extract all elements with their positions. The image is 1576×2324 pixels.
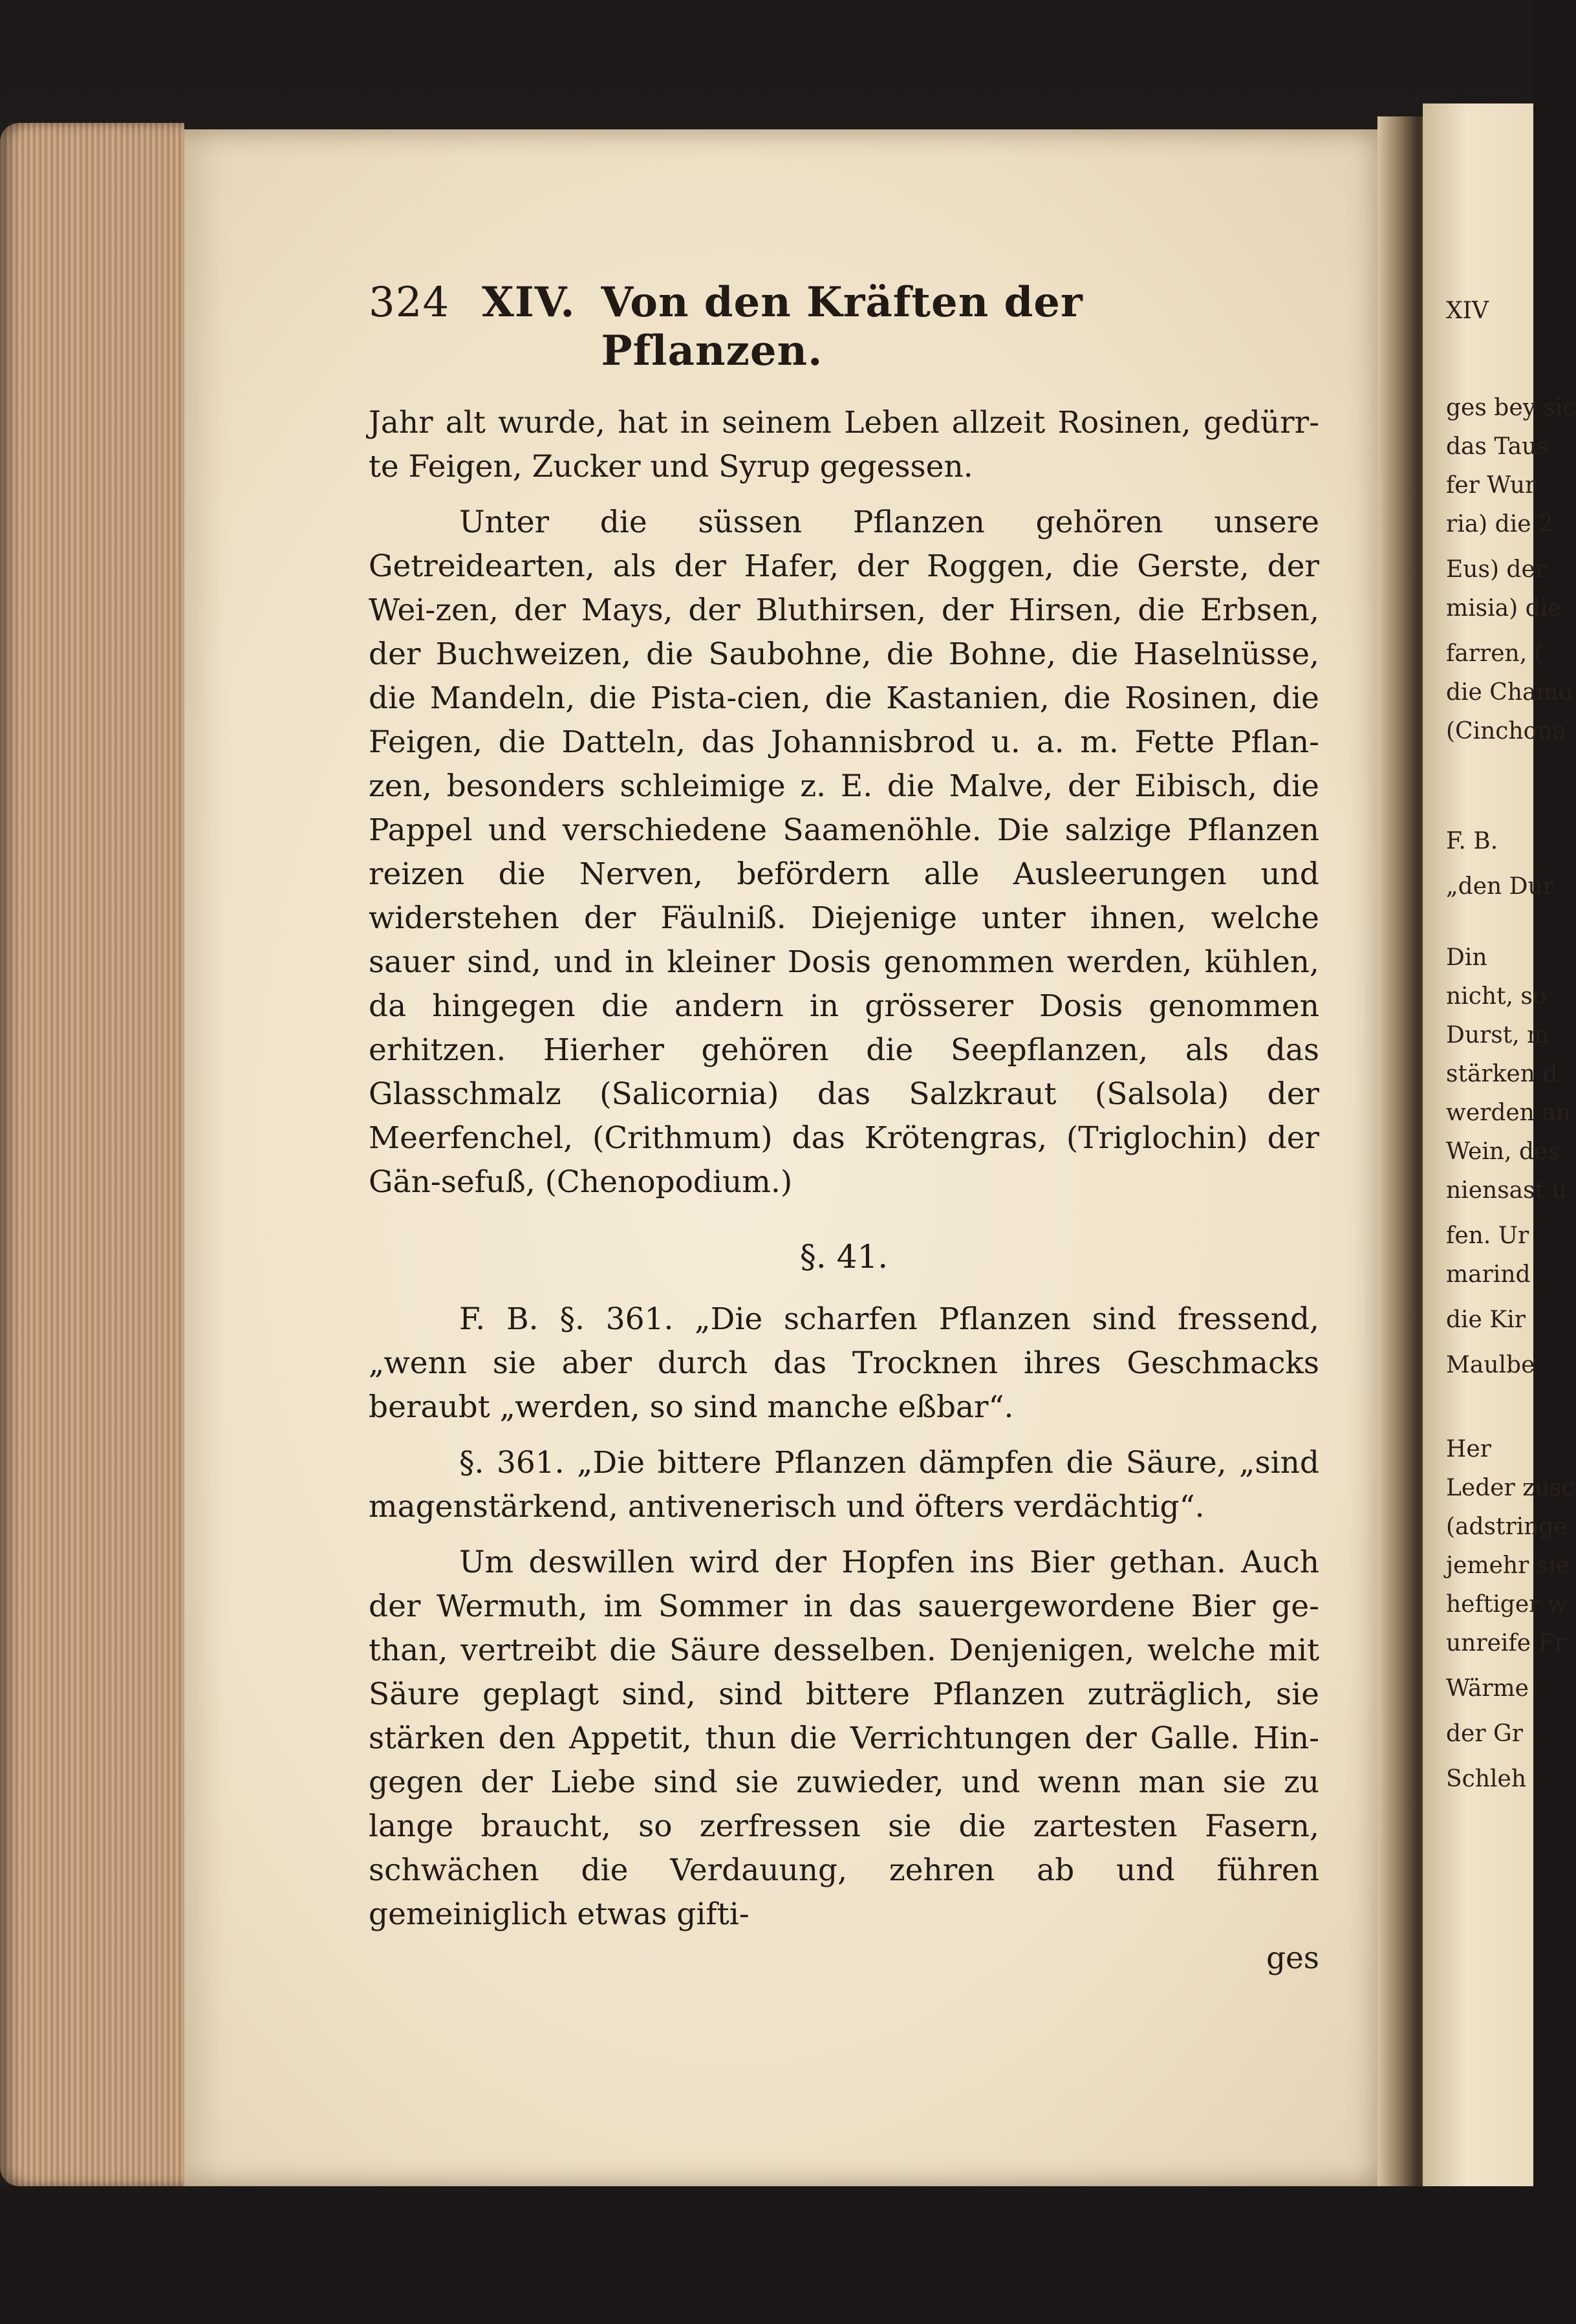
facing-page-line: Schleh [1446, 1766, 1527, 1792]
facing-page-line: stärken d [1446, 1061, 1558, 1087]
facing-page-line: (Cinchona [1446, 718, 1566, 744]
chapter-title: Von den Kräften der Pflanzen. [601, 278, 1083, 375]
facing-page-line: das Taus [1446, 433, 1549, 460]
facing-page-line: misia) die [1446, 595, 1562, 622]
facing-page [1423, 103, 1576, 2212]
facing-page-line: Eus) der [1446, 556, 1546, 583]
facing-page-line: XIV [1446, 298, 1489, 324]
facing-page-line: die Kir [1446, 1307, 1526, 1333]
facing-page-line: unreife Fr [1446, 1630, 1566, 1656]
paragraph-continued: Jahr alt wurde, hat in seinem Leben allzeit Rosinen, gedürr-te Feigen, Zucker und Syrup gegessen. [369, 405, 1319, 484]
facing-page-line: Wein, des [1446, 1138, 1560, 1165]
section-heading: §. 41. [799, 1238, 889, 1276]
chapter-number: XIV. [482, 278, 576, 327]
background-bottom [0, 2186, 1533, 2324]
facing-page-line: ria) die 2 [1446, 511, 1553, 538]
facing-page-line: „den Dur [1446, 873, 1554, 900]
facing-page-line: heftiger w [1446, 1591, 1568, 1618]
facing-page-line: fen. Ur [1446, 1222, 1529, 1249]
facing-page-line: Wärme [1446, 1675, 1529, 1702]
facing-page-line: Durst, m [1446, 1022, 1549, 1048]
facing-page-line: ges bey sic [1446, 395, 1576, 421]
facing-page-line: niensast u [1446, 1177, 1567, 1204]
facing-page-line: nicht, so [1446, 983, 1547, 1010]
facing-page-line: die Chamo [1446, 679, 1573, 706]
facing-page-line: Din [1446, 944, 1487, 971]
facing-page-line: farren, ( [1446, 640, 1544, 667]
facing-page-line: jemehr sie [1446, 1552, 1570, 1579]
page-text [369, 278, 1319, 1981]
paragraph-sweet-plants: Unter die süssen Pflanzen gehören unsere Getreidearten, als der Hafer, der Roggen, die Gerste, der Wei-zen, der Mays, der Bluthirsen, der Hirsen, die Erbsen, der Buchweizen, die Saubohne, die Bohne, die Haselnüsse, die Mandeln, die Pista-cien, die Kastanien, die Rosinen, die Feigen, die Datteln, das Johannisbrod u. a. m. Fette Pflan-zen, besonders schleimige z. E. die Malve, der Eibisch, die Pappel und verschiedene Saamenöhle. Die salzige Pflanzen reizen die Nerven, befördern alle Ausleerungen und widerstehen der Fäulniß. Diejenige unter ihnen, welche sauer sind, und in kleiner Dosis genommen werden, kühlen, da hingegen die andern in grösserer Dosis genommen erhitzen. Hierher gehören die Seepflanzen, als das Glasschmalz (Salicornia) das Salzkraut (Salsola) der Meerfenchel, (Crithmum) das Krötengras, (Triglochin) der Gän-sefuß, (Chenopodium.) [369, 505, 1319, 1200]
facing-page-line: (adstringe [1446, 1514, 1568, 1540]
facing-page-line: fer Wur [1446, 472, 1537, 499]
catchword: ges [1266, 1940, 1319, 1976]
quote-bitter-plants: §. 361. „Die bittere Pflanzen dämpfen die Säure, „sind magenstärkend, antivenerisch und öfters verdächtig“. [369, 1445, 1319, 1525]
paragraph-hops: Um deswillen wird der Hopfen ins Bier gethan. Auch der Wermuth, im Sommer in das sauergewordene Bier ge-than, vertreibt die Säure desselben. Denjenigen, welche mit Säure geplagt sind, sind bittere Pflanzen zuträglich, sie stärken den Appetit, thun die Verrichtungen der Galle. Hin-gegen der Liebe sind sie zuwieder, und wenn man sie zu lange braucht, so zerfressen sie die zartesten Fasern, schwächen die Verdauung, zehren ab und führen gemeiniglich etwas gifti- [369, 1545, 1319, 1932]
facing-page-line: Maulbe [1446, 1352, 1535, 1378]
facing-page-line: Her [1446, 1436, 1491, 1462]
facing-page-line: marind [1446, 1261, 1531, 1288]
quote-sharp-plants: F. B. §. 361. „Die scharfen Pflanzen sind fressend, „wenn sie aber durch das Trocknen ihres Geschmacks beraubt „werden, so sind manche eßbar“. [369, 1301, 1319, 1425]
page-edges [0, 123, 184, 2186]
facing-page-line: der Gr [1446, 1721, 1523, 1747]
facing-page-line: werden an [1446, 1100, 1571, 1126]
facing-page-line: Leder zusc [1446, 1475, 1575, 1501]
running-header [369, 278, 1319, 375]
page-number: 324 [369, 279, 450, 327]
facing-page-line: F. B. [1446, 828, 1498, 854]
